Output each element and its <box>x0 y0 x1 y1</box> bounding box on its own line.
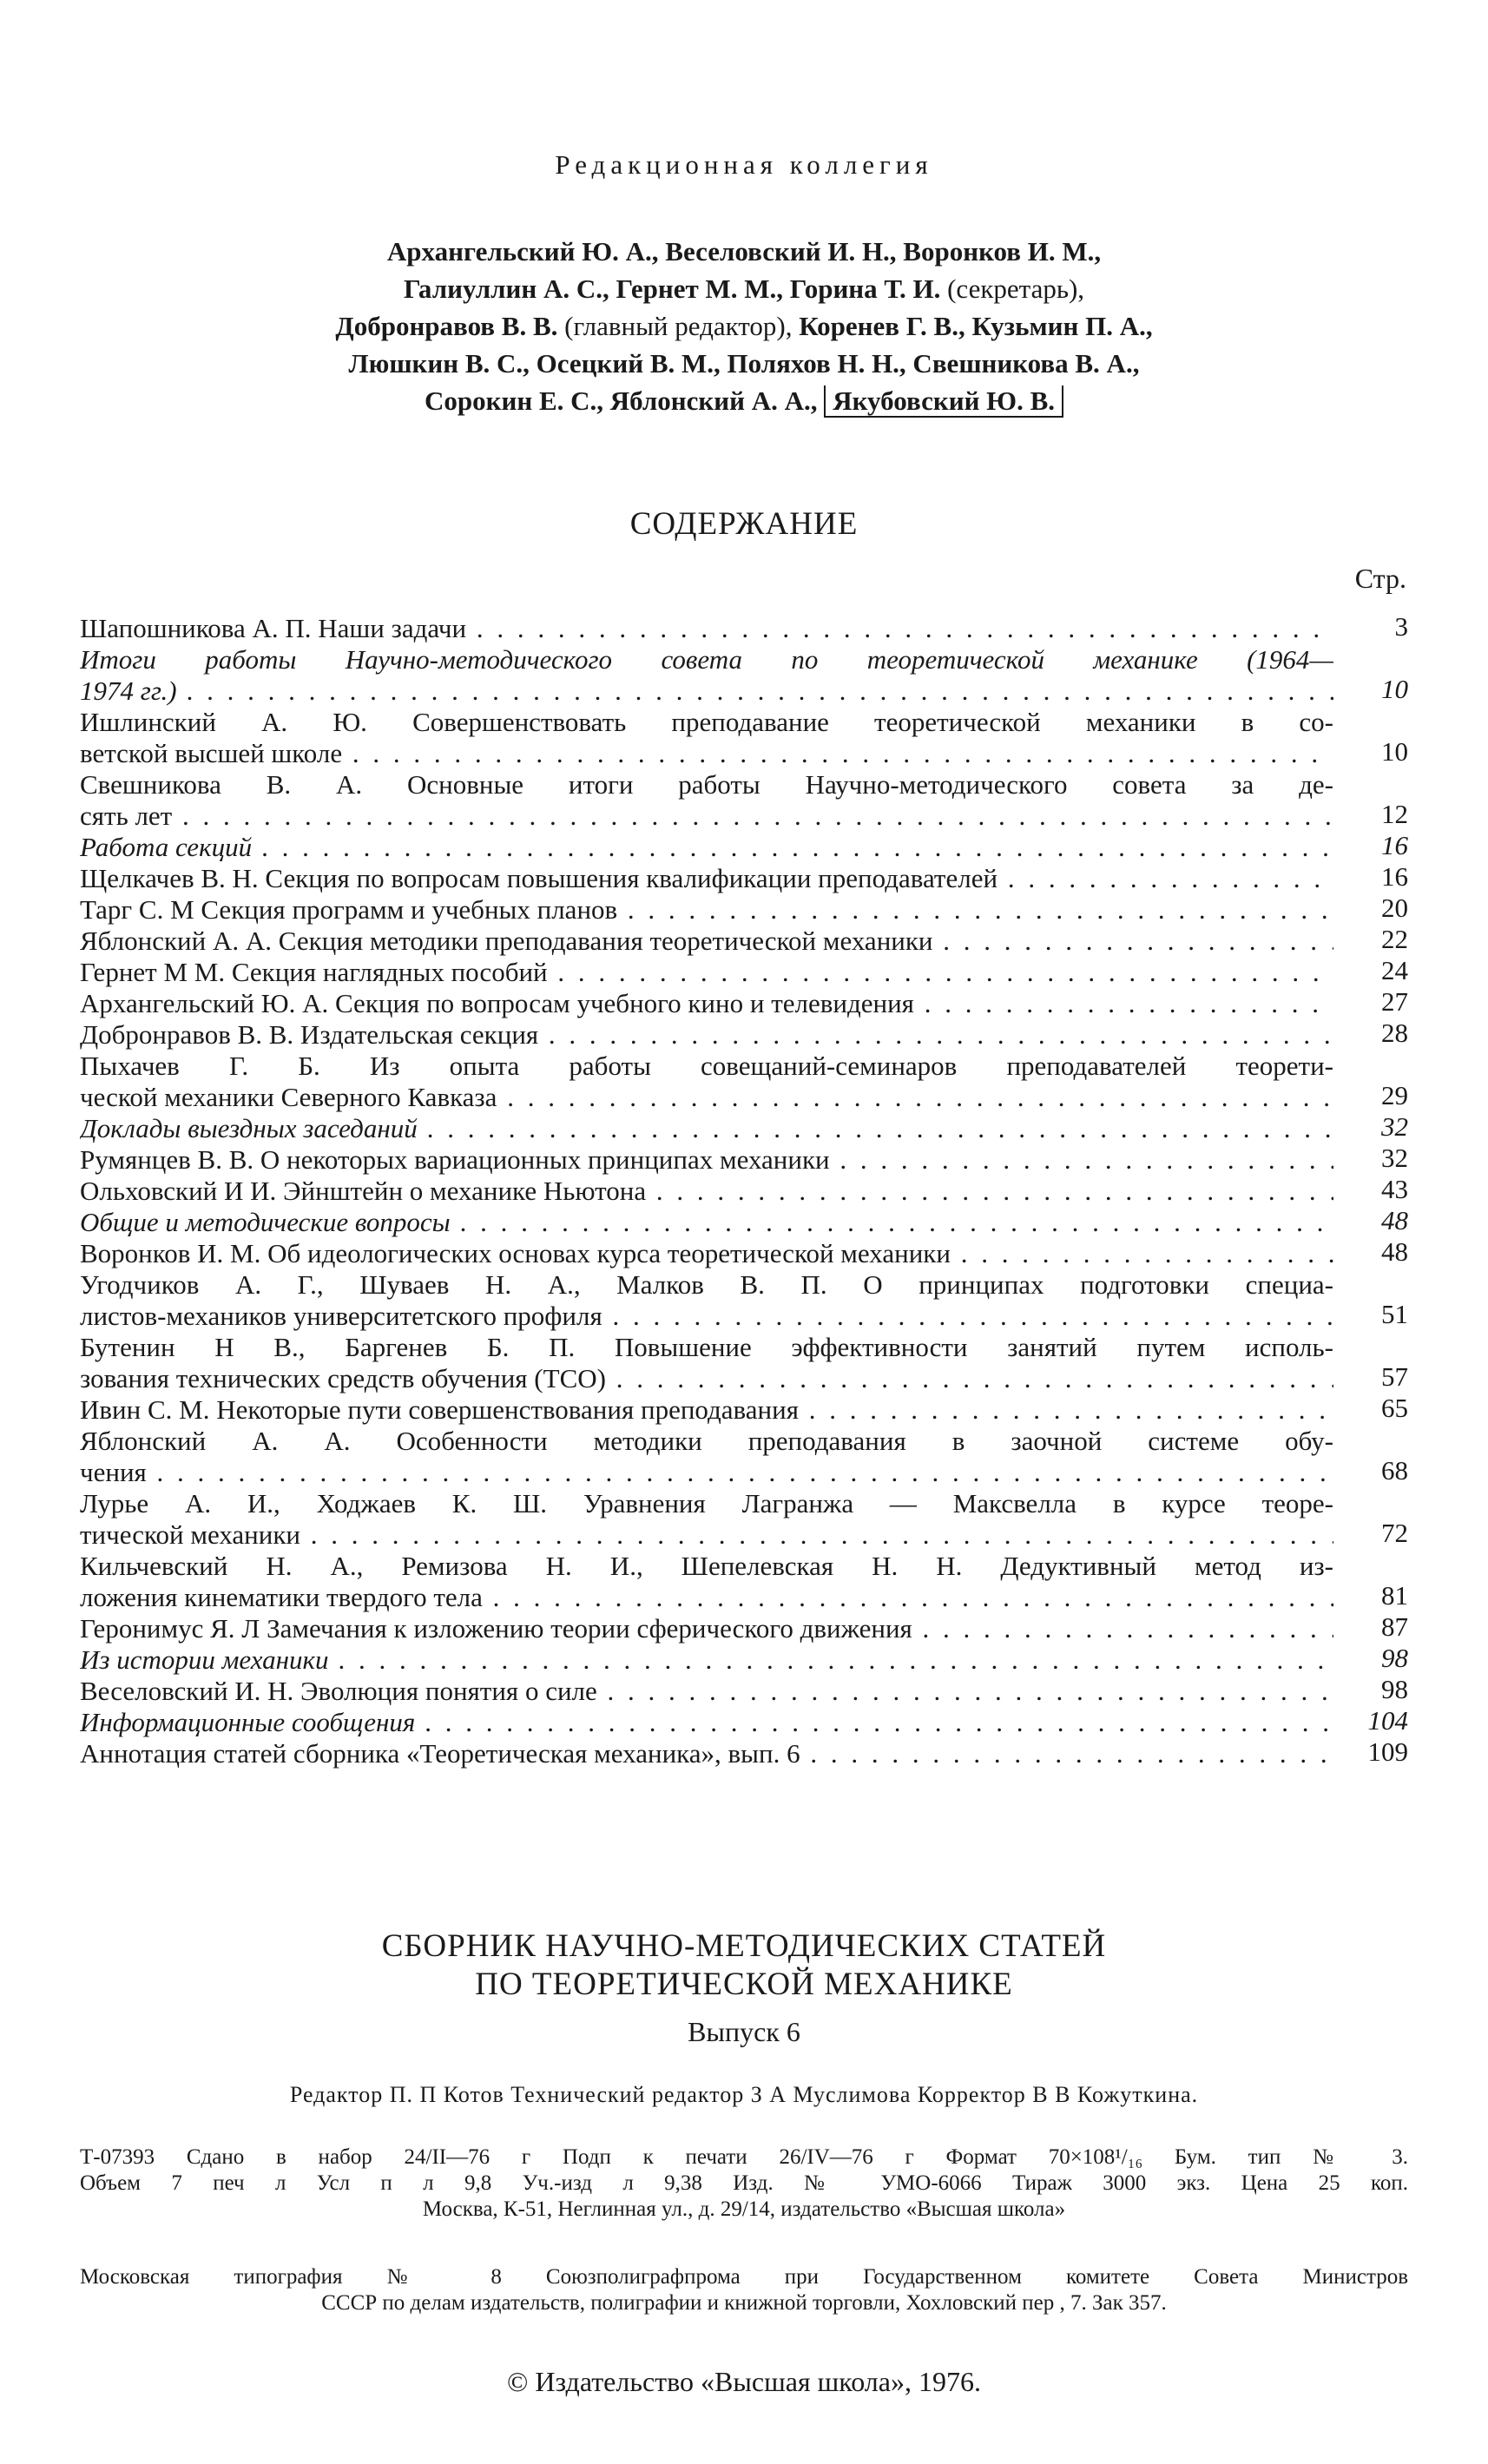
toc-entry <box>80 1676 1408 1707</box>
toc-entry <box>80 1019 1408 1051</box>
toc-entry <box>80 1269 1408 1332</box>
toc-page-number: 16 <box>1381 830 1408 860</box>
toc-page-number: 3 <box>1394 611 1408 642</box>
board-line-3: Добронравов В. В. (главный редактор), Коренев Г. В., Кузьмин П. А., <box>335 311 1153 341</box>
toc-page-number: 10 <box>1381 674 1408 704</box>
toc-page-number: 98 <box>1381 1674 1408 1704</box>
toc-entry-line-last: чения . . . <box>80 1457 1333 1488</box>
toc-entry-line-last: ветской высшей школе . . . <box>80 738 1333 769</box>
contents-title: СОДЕРЖАНИЕ <box>629 506 859 542</box>
toc-entry-line-last: Тарг С. М Секция программ и учебных планов . . . <box>80 894 1333 926</box>
toc-entry-line-last: Ивин С. М. Некоторые пути совершенствования преподавания . . . <box>80 1394 1333 1426</box>
toc-entry-line-last: Веселовский И. Н. Эволюция понятия о силе . . . <box>80 1676 1333 1707</box>
toc-page-number: 12 <box>1381 799 1408 829</box>
toc-entry-line: Бутенин Н В., Баргенев Б. П. Повышение эффективности занятий путем исполь- <box>80 1332 1333 1362</box>
toc-page-number: 48 <box>1381 1236 1408 1267</box>
toc-entry-line: Итоги работы Научно-методического совета по теоретической механике (1964— <box>80 644 1333 675</box>
toc-page-number: 104 <box>1367 1705 1408 1736</box>
toc-entry <box>80 1426 1408 1488</box>
editors-line: Редактор П. П Котов Технический редактор З А Муслимова Корректор В В Кожуткина. <box>289 2082 1199 2107</box>
toc-entry <box>80 1394 1408 1426</box>
toc-entry <box>80 644 1408 707</box>
toc-entry-line-last: Из истории механики . . . <box>80 1644 1333 1676</box>
toc-entry <box>80 707 1408 769</box>
board-line-2: Галиуллин А. С., Гернет М. М., Горина Т. И. (секретарь), <box>403 273 1085 304</box>
toc-entry <box>80 926 1408 957</box>
toc-entry <box>80 1144 1408 1176</box>
copyright: © Издательство «Высшая школа», 1976. <box>507 2366 981 2397</box>
imprint-line-2: Объем 7 печ л Усл п л 9,8 Уч.-изд л 9,38 Изд. № УМО-6066 Тираж 3000 экз. Цена 25 коп. <box>80 2171 1408 2195</box>
toc-page-number: 29 <box>1381 1080 1408 1110</box>
toc-page-number: 98 <box>1381 1643 1408 1673</box>
toc-entry <box>80 957 1408 988</box>
toc-entry-line-last: 1974 гг.) . . . <box>80 675 1333 707</box>
toc-entry-line-last: Шапошникова А. П. Наши задачи . . . <box>80 613 1333 644</box>
toc-entry-line: Пыхачев Г. Б. Из опыта работы совещаний-семинаров преподавателей теорети- <box>80 1051 1333 1081</box>
imprint-line-3: Москва, К-51, Неглинная ул., д. 29/14, издательство «Высшая школа» <box>422 2197 1066 2221</box>
toc-entry-line-last: Работа секций . . . <box>80 832 1333 863</box>
toc-page-number: 20 <box>1381 893 1408 923</box>
toc-entry-line-last: тической механики . . . <box>80 1519 1333 1551</box>
imprint-line-1: Т-07393 Сдано в набор 24/II—76 г Подп к печати 26/IV—76 г Формат 70×108¹/₁₆ Бум. тип № 3. <box>80 2145 1408 2169</box>
board-line-1: Архангельский Ю. А., Веселовский И. Н., Воронков И. М., <box>386 236 1102 267</box>
toc-page-number: 10 <box>1381 736 1408 767</box>
toc-entry <box>80 1113 1408 1144</box>
toc-entry <box>80 1488 1408 1551</box>
toc-entry <box>80 1207 1408 1238</box>
toc-entry-line-last: Аннотация статей сборника «Теоретическая механика», вып. 6 . . . <box>80 1738 1333 1769</box>
toc-page-number: 65 <box>1381 1393 1408 1423</box>
issue-number: Выпуск 6 <box>688 2016 800 2047</box>
toc-entry-line-last: Добронравов В. В. Издательская секция . . . <box>80 1019 1333 1051</box>
printer-line-1: Московская типография № 8 Союзполиграфпрома при Государственном комитете Совета Министров <box>80 2265 1408 2289</box>
toc-entry-line-last: Геронимус Я. Л Замечания к изложению теории сферического движения . . . <box>80 1613 1333 1644</box>
toc-entry-line-last: Архангельский Ю. А. Секция по вопросам учебного кино и телевидения . . . <box>80 988 1333 1019</box>
board-title: Редакционная коллегия <box>555 149 933 180</box>
toc-entry-line-last: Гернет М М. Секция наглядных пособий . . . <box>80 957 1333 988</box>
toc-entry-line: Ишлинский А. Ю. Совершенствовать преподавание теоретической механики в со- <box>80 707 1333 737</box>
toc-entry-line-last: Румянцев В. В. О некоторых вариационных принципах механики . . . <box>80 1144 1333 1176</box>
toc-entry-line: Лурье А. И., Ходжаев К. Ш. Уравнения Лагранжа — Максвелла в курсе теоре- <box>80 1488 1333 1519</box>
toc-page-number: 109 <box>1367 1736 1408 1767</box>
toc-page-number: 57 <box>1381 1361 1408 1392</box>
toc-entry-line-last: Яблонский А. А. Секция методики преподавания теоретической механики . . . <box>80 926 1333 957</box>
board-line-5: Сорокин Е. С., Яблонский А. А., Якубовский Ю. В. <box>0 382 1488 419</box>
toc-entry-line: Яблонский А. А. Особенности методики преподавания в заочной системе обу- <box>80 1426 1333 1456</box>
toc-entry-line: Свешникова В. А. Основные итоги работы Научно-методического совета за де- <box>80 769 1333 800</box>
toc-entry-line-last: Доклады выездных заседаний . . . <box>80 1113 1333 1144</box>
toc-entry <box>80 832 1408 863</box>
toc-page-number: 81 <box>1381 1580 1408 1611</box>
toc-entry <box>80 1613 1408 1644</box>
toc-page-number: 32 <box>1381 1143 1408 1173</box>
toc-entry <box>80 1707 1408 1738</box>
toc-entry-line: Кильчевский Н. А., Ремизова Н. И., Шепелевская Н. Н. Дедуктивный метод из- <box>80 1551 1333 1581</box>
toc-entry <box>80 1238 1408 1269</box>
toc-page-number: 72 <box>1381 1518 1408 1548</box>
toc-page-number: 24 <box>1381 955 1408 985</box>
book-title <box>0 1927 1488 2004</box>
toc-entry <box>80 1551 1408 1613</box>
toc-entry-line-last: Информационные сообщения . . . <box>80 1707 1333 1738</box>
page-column-header: Стр. <box>1354 563 1406 594</box>
printer-line-2: СССР по делам издательств, полиграфии и книжной торговли, Хохловский пер , 7. Зак 357. <box>321 2291 1167 2315</box>
toc-page-number: 32 <box>1381 1111 1408 1142</box>
toc-entry <box>80 1644 1408 1676</box>
board-members <box>0 233 1488 419</box>
imprint <box>80 2144 1408 2223</box>
toc-entry <box>80 988 1408 1019</box>
book-title-line-1: СБОРНИК НАУЧНО-МЕТОДИЧЕСКИХ СТАТЕЙ <box>381 1928 1107 1964</box>
toc-entry-line: Угодчиков А. Г., Шуваев Н. А., Малков В. П. О принципах подготовки специа- <box>80 1269 1333 1300</box>
toc-entry <box>80 1738 1408 1769</box>
toc-entry <box>80 1176 1408 1207</box>
toc-entry-line-last: листов-механиков университетского профиля . . . <box>80 1301 1333 1332</box>
toc-page-number: 28 <box>1381 1018 1408 1048</box>
toc-entry <box>80 1051 1408 1113</box>
toc-entry <box>80 1332 1408 1394</box>
toc-entry-line-last: зования технических средств обучения (ТСО) . . . <box>80 1363 1333 1394</box>
toc-page-number: 22 <box>1381 924 1408 954</box>
toc-entry <box>80 613 1408 644</box>
toc-entry-line-last: Ольховский И И. Эйнштейн о механике Ньютона . . . <box>80 1176 1333 1207</box>
book-title-line-2: ПО ТЕОРЕТИЧЕСКОЙ МЕХАНИКЕ <box>475 1967 1013 2002</box>
toc-entry <box>80 863 1408 894</box>
table-of-contents <box>80 613 1408 1769</box>
toc-entry-line-last: Общие и методические вопросы . . . <box>80 1207 1333 1238</box>
toc-page-number: 68 <box>1381 1455 1408 1486</box>
toc-entry-line-last: Щелкачев В. Н. Секция по вопросам повышения квалификации преподавателей . . . <box>80 863 1333 894</box>
toc-entry-line-last: ложения кинематики твердого тела . . . <box>80 1582 1333 1613</box>
boxed-name: Якубовский Ю. В. <box>824 385 1063 418</box>
printer-info <box>80 2264 1408 2316</box>
toc-page-number: 51 <box>1381 1299 1408 1329</box>
toc-page-number: 16 <box>1381 861 1408 892</box>
toc-page-number: 48 <box>1381 1205 1408 1235</box>
toc-entry-line-last: сять лет . . . <box>80 800 1333 832</box>
toc-entry-line-last: Воронков И. М. Об идеологических основах курса теоретической механики . . . <box>80 1238 1333 1269</box>
toc-entry <box>80 894 1408 926</box>
toc-page-number: 87 <box>1381 1611 1408 1642</box>
toc-page-number: 43 <box>1381 1174 1408 1204</box>
board-line-4: Люшкин В. С., Осецкий В. М., Поляхов Н. Н., Свешникова В. А., <box>348 348 1140 379</box>
toc-entry <box>80 769 1408 832</box>
toc-entry-line-last: ческой механики Северного Кавказа . . . <box>80 1082 1333 1113</box>
toc-page-number: 27 <box>1381 986 1408 1017</box>
